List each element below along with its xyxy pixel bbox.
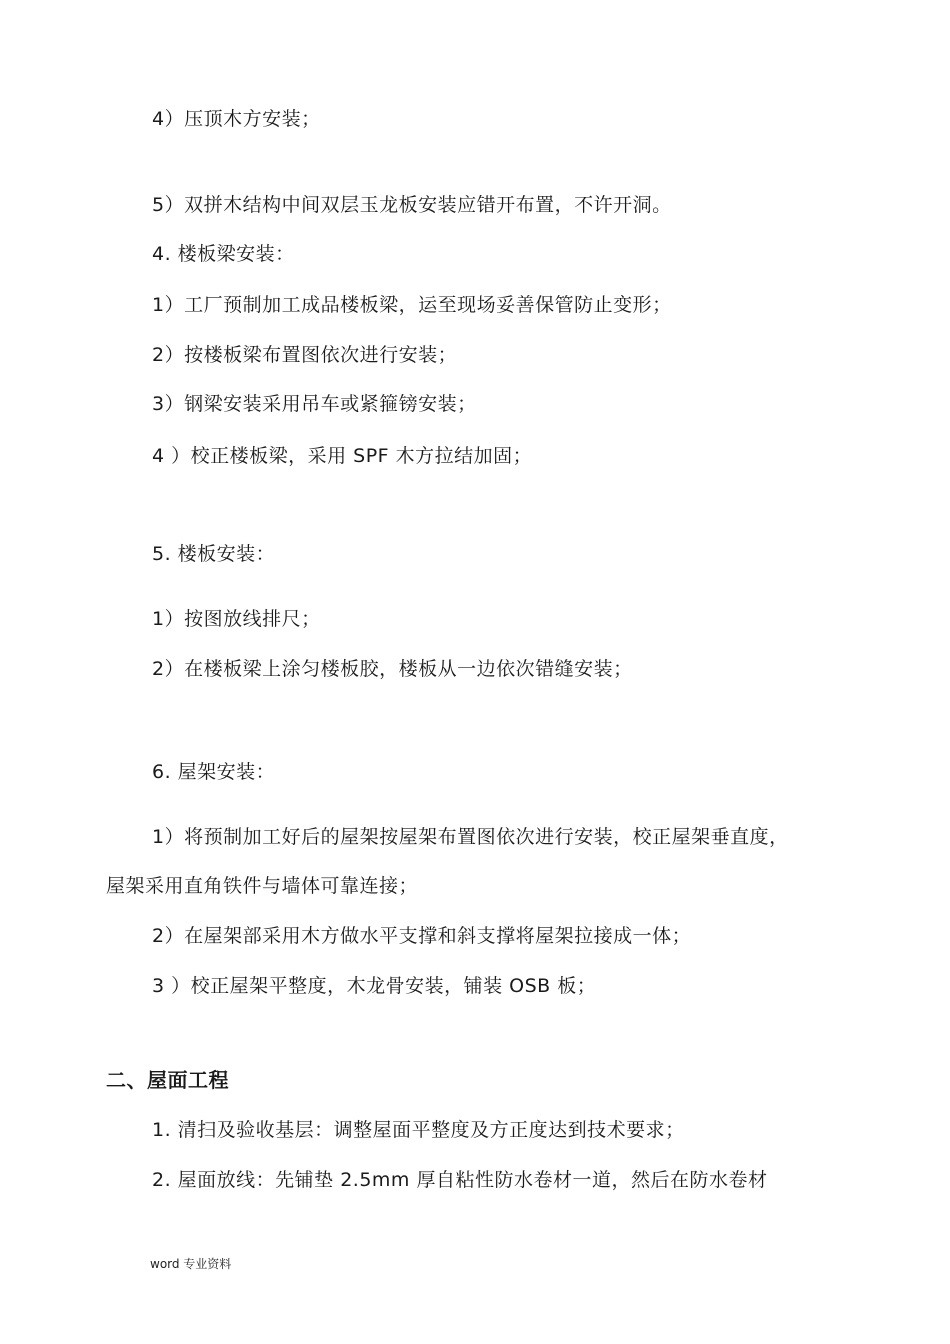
- text-line-9: 1）按图放线排尺；: [152, 608, 321, 630]
- text-line-7: 4 ）校正楼板梁，采用 SPF 木方拉结加固；: [152, 445, 533, 467]
- text-line-12: 1）将预制加工好后的屋架按屋架布置图依次进行安装，校正屋架垂直度，: [152, 826, 789, 848]
- text-line-17: 1. 清扫及验收基层：调整屋面平整度及方正度达到技术要求；: [152, 1119, 685, 1141]
- section-heading-floor: 5. 楼板安装：: [152, 543, 276, 565]
- text-line-5: 2）按楼板梁布置图依次进行安装；: [152, 344, 458, 366]
- chapter-heading-roof-engineering: 二、屋面工程: [106, 1068, 229, 1092]
- text-line-1: 4）压顶木方安装；: [152, 108, 321, 130]
- text-line-14: 2）在屋架部采用木方做水平支撑和斜支撑将屋架拉接成一体；: [152, 925, 692, 947]
- text-line-10: 2）在楼板梁上涂匀楼板胶，楼板从一边依次错缝安装；: [152, 658, 633, 680]
- page-footer: word 专业资料: [150, 1257, 232, 1271]
- text-line-2: 5）双拼木结构中间双层玉龙板安装应错开布置，不许开洞。: [152, 194, 672, 216]
- section-heading-roof-truss: 6. 屋架安装：: [152, 761, 276, 783]
- text-line-15: 3 ）校正屋架平整度，木龙骨安装，铺装 OSB 板；: [152, 975, 597, 997]
- text-line-4: 1）工厂预制加工成品楼板梁，运至现场妥善保管防止变形；: [152, 294, 672, 316]
- text-line-6: 3）钢梁安装采用吊车或紧箍镑安装；: [152, 393, 477, 415]
- text-line-13: 屋架采用直角铁件与墙体可靠连接；: [106, 875, 419, 897]
- section-heading-floor-beam: 4. 楼板梁安装：: [152, 243, 295, 265]
- text-line-18: 2. 屋面放线：先铺垫 2.5mm 厚自粘性防水卷材一道，然后在防水卷材: [152, 1169, 768, 1191]
